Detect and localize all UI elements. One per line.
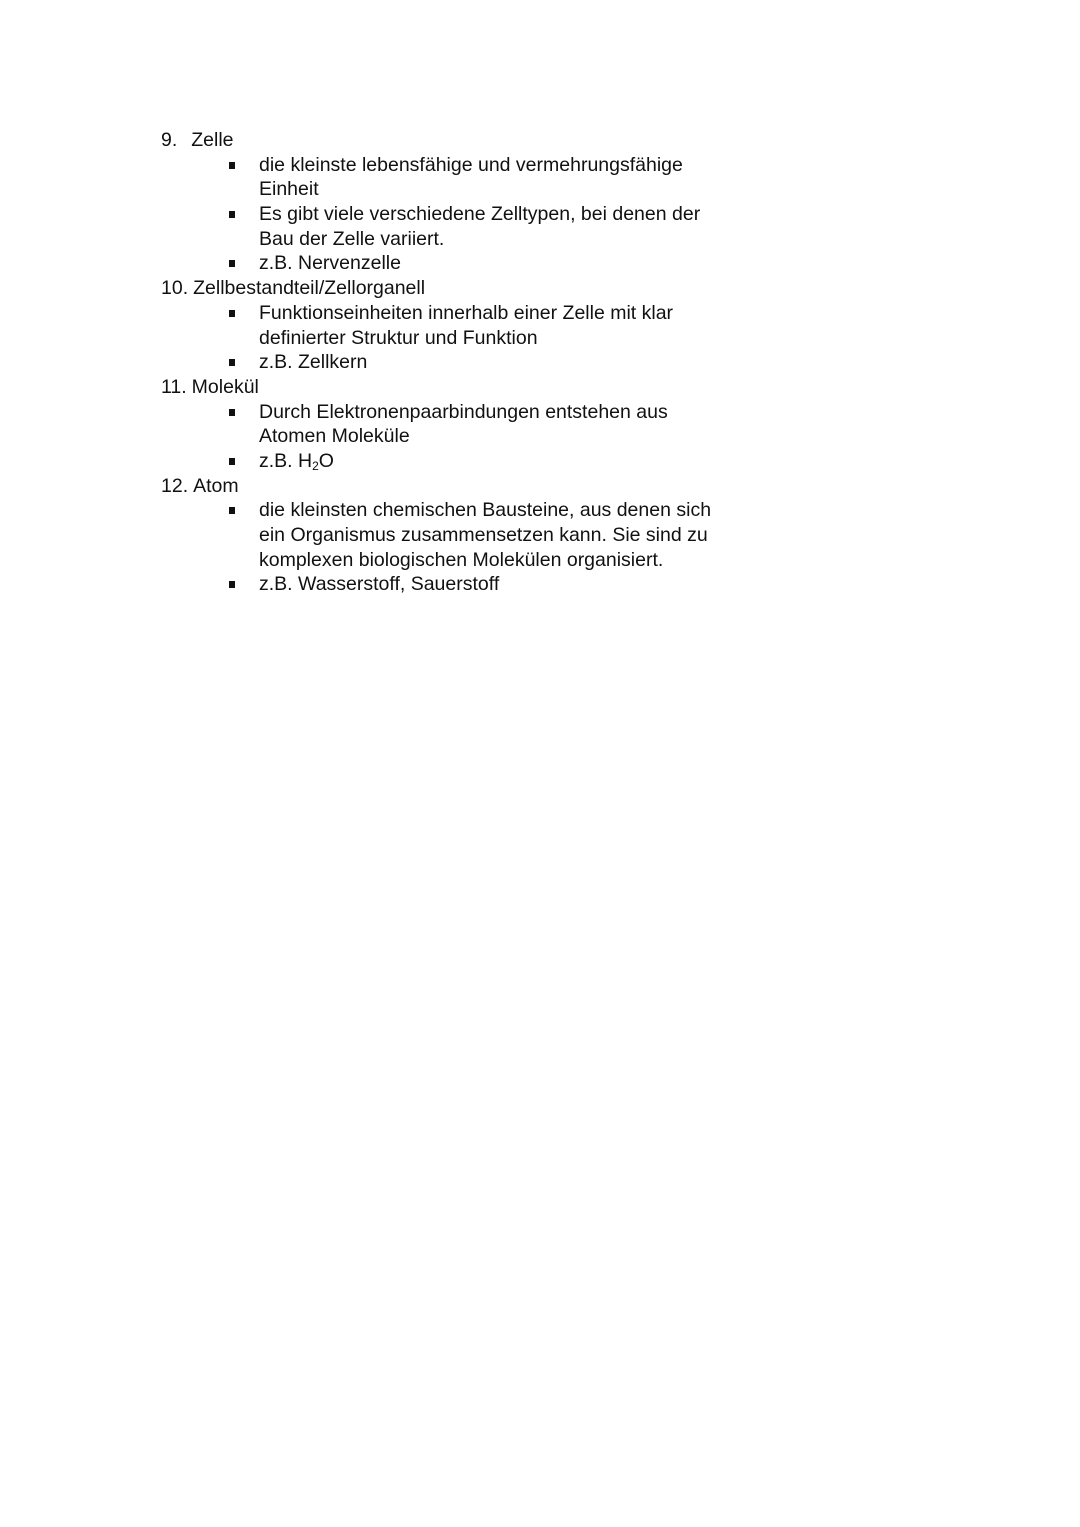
bullet-square-icon — [229, 162, 235, 169]
list-item-continuation: definierter Struktur und Funktion — [259, 326, 538, 349]
list-item — [161, 400, 761, 425]
bullet-square-icon — [229, 310, 235, 317]
list-item-continuation: Einheit — [259, 178, 319, 201]
section-heading — [161, 375, 761, 400]
section-title: Atom — [193, 474, 239, 497]
list-item — [161, 251, 761, 276]
bullet-text: z.B. Zellkern — [259, 351, 368, 374]
section-title: Molekül — [191, 375, 259, 398]
section-title: Zellbestandteil/Zellorganell — [193, 277, 426, 300]
section-heading — [161, 276, 761, 301]
bullet-square-icon — [229, 409, 235, 416]
formula-suffix: O — [318, 449, 334, 472]
list-item — [161, 572, 761, 597]
bullet-text: Funktionseinheiten innerhalb einer Zelle mit klar — [259, 301, 674, 324]
bullet-text: Durch Elektronenpaarbindungen entstehen aus — [259, 400, 668, 423]
list-item-continuation: Atomen Moleküle — [259, 425, 410, 448]
list-item — [161, 202, 761, 227]
bullet-square-icon — [229, 458, 235, 465]
bullet-square-icon — [229, 211, 235, 218]
section-number: 9. — [161, 129, 178, 151]
list-item — [161, 498, 761, 523]
list-item-continuation: Bau der Zelle variiert. — [259, 227, 445, 250]
bullet-square-icon — [229, 581, 235, 588]
list-item — [161, 301, 761, 326]
section-title: Zelle — [191, 129, 234, 151]
formula-subscript: 2 — [312, 458, 319, 473]
section-number: 11. — [161, 375, 187, 398]
bullet-text: z.B. Nervenzelle — [259, 252, 401, 275]
document-page — [161, 128, 761, 597]
formula-prefix: z.B. H — [259, 449, 313, 472]
bullet-text: die kleinsten chemischen Bausteine, aus denen sich — [259, 499, 712, 522]
bullet-text: die kleinste lebensfähige und vermehrungsfähige — [259, 153, 683, 176]
section-number: 10. — [161, 277, 189, 300]
list-item — [161, 350, 761, 375]
bullet-square-icon — [229, 359, 235, 366]
section-heading — [161, 128, 761, 153]
list-item — [161, 449, 761, 474]
bullet-square-icon — [229, 507, 235, 514]
list-item — [161, 153, 761, 178]
bullet-text: Es gibt viele verschiedene Zelltypen, bei denen der — [259, 203, 701, 226]
section-heading — [161, 474, 761, 499]
bullet-square-icon — [229, 260, 235, 267]
section-number: 12. — [161, 474, 189, 497]
bullet-text: z.B. Wasserstoff, Sauerstoff — [259, 573, 500, 596]
list-item-continuation: komplexen biologischen Molekülen organisiert. — [259, 548, 664, 571]
list-item-continuation: ein Organismus zusammensetzen kann. Sie sind zu — [259, 524, 708, 546]
